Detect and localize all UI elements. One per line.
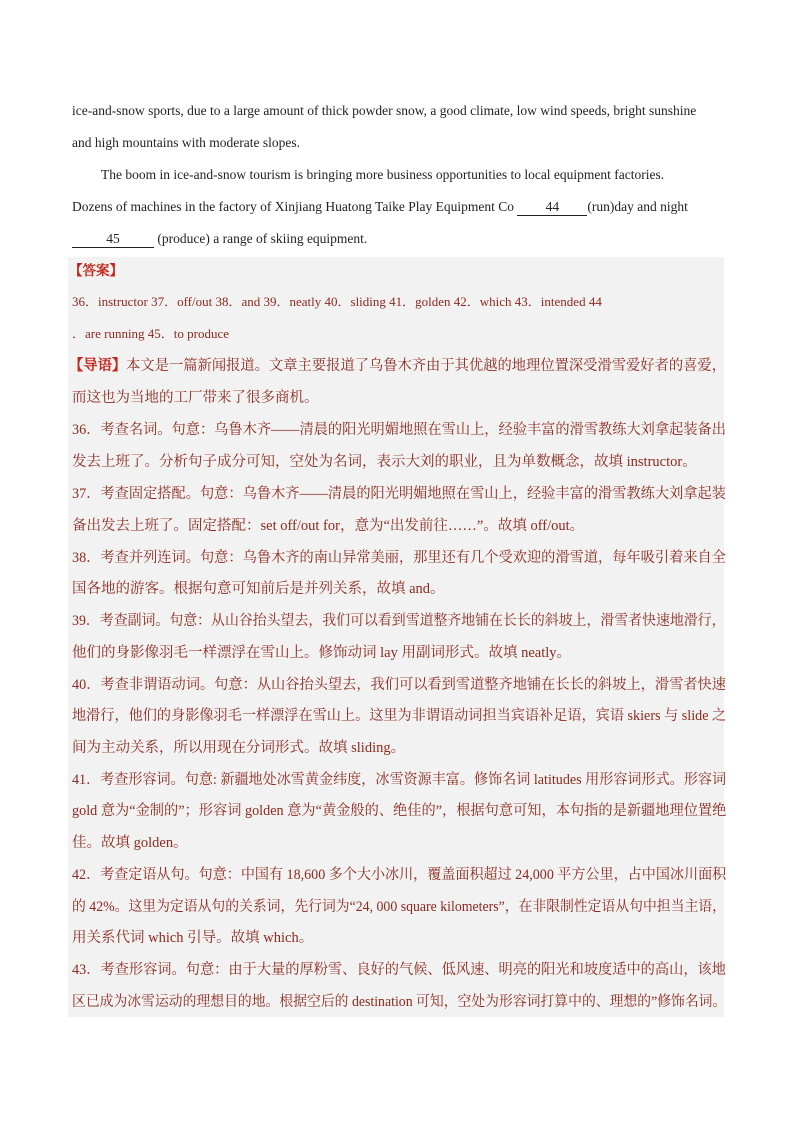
explanation-line: 间为主动关系，所以用现在分词形式。故填 sliding。 xyxy=(72,740,406,756)
answer-label: 【答案】 xyxy=(69,263,123,278)
explanation-line: 备出发去上班了。固定搭配：set off/out for，意为“出发前往……”。故填 off/out。 xyxy=(72,518,585,534)
explanation-line: 42．考查定语从句。句意：中国有 18,600 多个大小冰川，覆盖面积超过 24,000 平方公里，占中国冰川面积 xyxy=(72,867,727,883)
passage-text: Dozens of machines in the factory of Xinjiang Huatong Taike Play Equipment Co xyxy=(72,199,518,214)
explanation-line: 41．考查形容词。句意: 新疆地处冰雪黄金纬度，冰雪资源丰富。修饰名词 latitudes 用形容词形式。形容词 xyxy=(72,772,727,788)
explanation-line: 36．考查名词。句意：乌鲁木齐——清晨的阳光明媚地照在雪山上，经验丰富的滑雪教练大刘拿起装备出 xyxy=(72,422,726,438)
explanation-line: 国各地的游客。根据句意可知前后是并列关系，故填 and。 xyxy=(72,581,445,597)
passage-text: (produce) a range of skiing equipment. xyxy=(154,231,368,246)
explanation-line: 39．考查副词。句意：从山谷抬头望去，我们可以看到雪道整齐地铺在长长的斜坡上，滑雪者快速地滑行， xyxy=(72,613,726,629)
explanation-line: 地滑行，他们的身影像羽毛一样漂浮在雪山上。这里为非谓语动词担当宾语补足语，宾语 skiers 与 slide 之 xyxy=(72,708,727,724)
blank-44: 44 xyxy=(517,199,587,216)
explanation-line: 佳。故填 golden。 xyxy=(72,835,188,851)
passage-line xyxy=(72,197,688,217)
passage-text: (run)day and night xyxy=(587,199,688,214)
explanation-line: gold 意为“金制的”；形容词 golden 意为“黄金般的、绝佳的”，根据句意可知，本句指的是新疆地理位置绝 xyxy=(72,803,727,819)
explanation-line: 37．考查固定搭配。句意：乌鲁木齐——清晨的阳光明媚地照在雪山上，经验丰富的滑雪教练大刘拿起装 xyxy=(72,486,726,502)
guide-text: 本文是一篇新闻报道。文章主要报道了乌鲁木齐由于其优越的地理位置深受滑雪爱好者的喜爱， xyxy=(126,358,726,374)
guide-line: 而这也为当地的工厂带来了很多商机。 xyxy=(72,390,319,406)
explanation-line: 38．考查并列连词。句意：乌鲁木齐的南山异常美丽，那里还有几个受欢迎的滑雪道，每年吸引着来自全 xyxy=(72,550,726,566)
explanation-line: 发去上班了。分析句子成分可知，空处为名词，表示大刘的职业，且为单数概念，故填 instructor。 xyxy=(72,454,697,470)
explanation-line: 区已成为冰雪运动的理想目的地。根据空后的 destination 可知，空处为形容词打算中的、理想的”修饰名词。 xyxy=(72,994,727,1010)
passage-line: The boom in ice-and-snow tourism is bringing more business opportunities to local equipment factories. xyxy=(101,167,665,182)
answer-key-line: ．are running 45．to produce xyxy=(72,326,230,341)
explanation-line: 的 42%。这里为定语从句的关系词，先行词为“24, 000 square kilometers”，在非限制性定语从句中担当主语， xyxy=(72,899,726,915)
passage-line: ice-and-snow sports, due to a large amount of thick powder snow, a good climate, low wind speeds, bright sunshine xyxy=(72,103,697,118)
passage-line: and high mountains with moderate slopes. xyxy=(72,135,300,150)
explanation-line: 他们的身影像羽毛一样漂浮在雪山上。修饰动词 lay 用副词形式。故填 neatly。 xyxy=(72,645,572,661)
explanation-line: 43．考查形容词。句意：由于大量的厚粉雪、良好的气候、低风速、明亮的阳光和坡度适中的高山，该地 xyxy=(72,962,726,978)
guide-label: 【导语】 xyxy=(69,358,127,374)
explanation-line: 用关系代词 which 引导。故填 which。 xyxy=(72,930,314,946)
guide-line xyxy=(69,356,726,376)
explanation-line: 40．考查非谓语动词。句意：从山谷抬头望去，我们可以看到雪道整齐地铺在长长的斜坡上，滑雪者快速 xyxy=(72,677,726,693)
answer-key-line: 36．instructor 37．off/out 38．and 39．neatly 40．sliding 41．golden 42．which 43．intended 44 xyxy=(72,294,602,309)
blank-45: 45 xyxy=(72,231,154,248)
passage-line xyxy=(72,229,367,249)
